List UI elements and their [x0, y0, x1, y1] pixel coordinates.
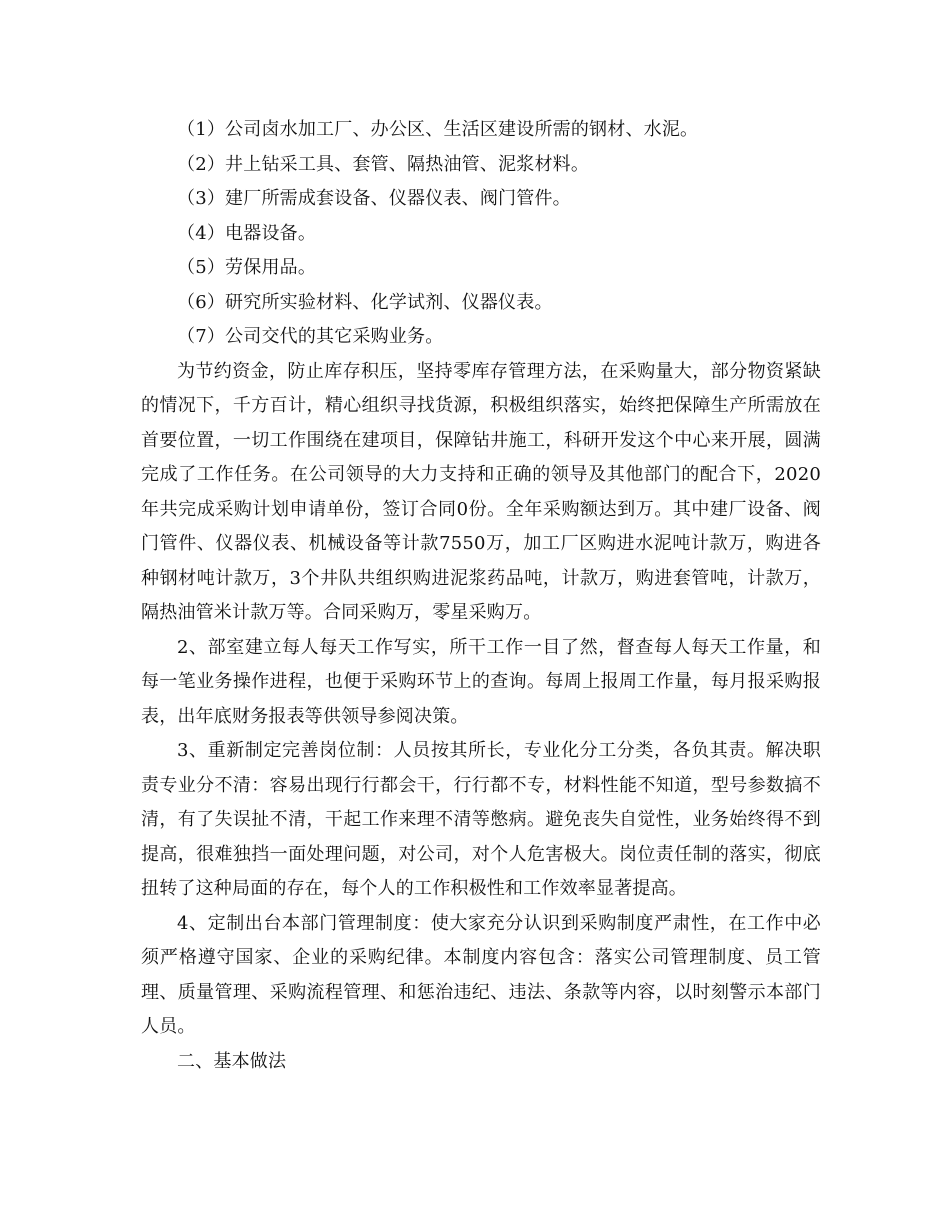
summary-paragraph: 为节约资金，防止库存积压，坚持零库存管理方法，在采购量大，部分物资紧缺的情况下，千方百计，精心组织寻找货源，积极组织落实，始终把保障生产所需放在首要位置，一切工作围绕在建项目，保障钻井施工，科研开发这个中心来开展，圆满完成了工作任务。在公司领导的大力支持和正确的领导及其他部门的配合下，2020年共完成采购计划申请单份，签订合同0份。全年采购额达到万。其中建厂设备、阀门管件、仪器仪表、机械设备等计款7550万，加工厂区购进水泥吨计款万，购进各种钢材吨计款万，3个井队共组织购进泥浆药品吨，计款万，购进套管吨，计款万，隔热油管米计款万等。合同采购万，零星采购万。 [141, 360, 821, 623]
list-item: （3）建厂所需成套设备、仪器仪表、阀门管件。 [177, 188, 571, 209]
list-item: （4）电器设备。 [177, 222, 317, 244]
list-item: （2）井上钻采工具、套管、隔热油管、泥浆材料。 [177, 153, 590, 175]
list-item: （6）研究所实验材料、化学试剂、仪器仪表。 [177, 291, 553, 313]
list-item: （1）公司卤水加工厂、办公区、生活区建设所需的钢材、水泥。 [177, 119, 699, 140]
management-rules-paragraph: 4、定制出台本部门管理制度：使大家充分认识到采购制度严肃性，在工作中必须严格遵守国家、企业的采购纪律。本制度内容包含：落实公司管理制度、员工管理、质量管理、采购流程管理、和惩治违纪、违法、条款等内容，以时刻警示本部门人员。 [141, 912, 821, 1037]
list-item: （7）公司交代的其它采购业务。 [177, 326, 444, 347]
work-record-paragraph: 2、部室建立每人每天工作写实，所干工作一目了然，督查每人每天工作量，和每一笔业务操作进程，也便于采购环节上的查询。每周上报周工作量，每月报采购报表，出年底财务报表等供领导参阅决策。 [141, 636, 821, 727]
document-body [141, 113, 821, 1079]
section-heading: 二、基本做法 [177, 1050, 287, 1072]
position-system-paragraph: 3、重新制定完善岗位制：人员按其所长，专业化分工分类，各负其责。解决职责专业分不清：容易出现行行都会干，行行都不专，材料性能不知道，型号参数搞不清，有了失误扯不清，干起工作来理不清等憋病。避免丧失自觉性，业务始终得不到提高，很难独挡一面处理问题，对公司，对个人危害极大。岗位责任制的落实，彻底扭转了这种局面的存在，每个人的工作积极性和工作效率显著提高。 [141, 740, 821, 899]
list-item: （5）劳保用品。 [177, 257, 317, 278]
